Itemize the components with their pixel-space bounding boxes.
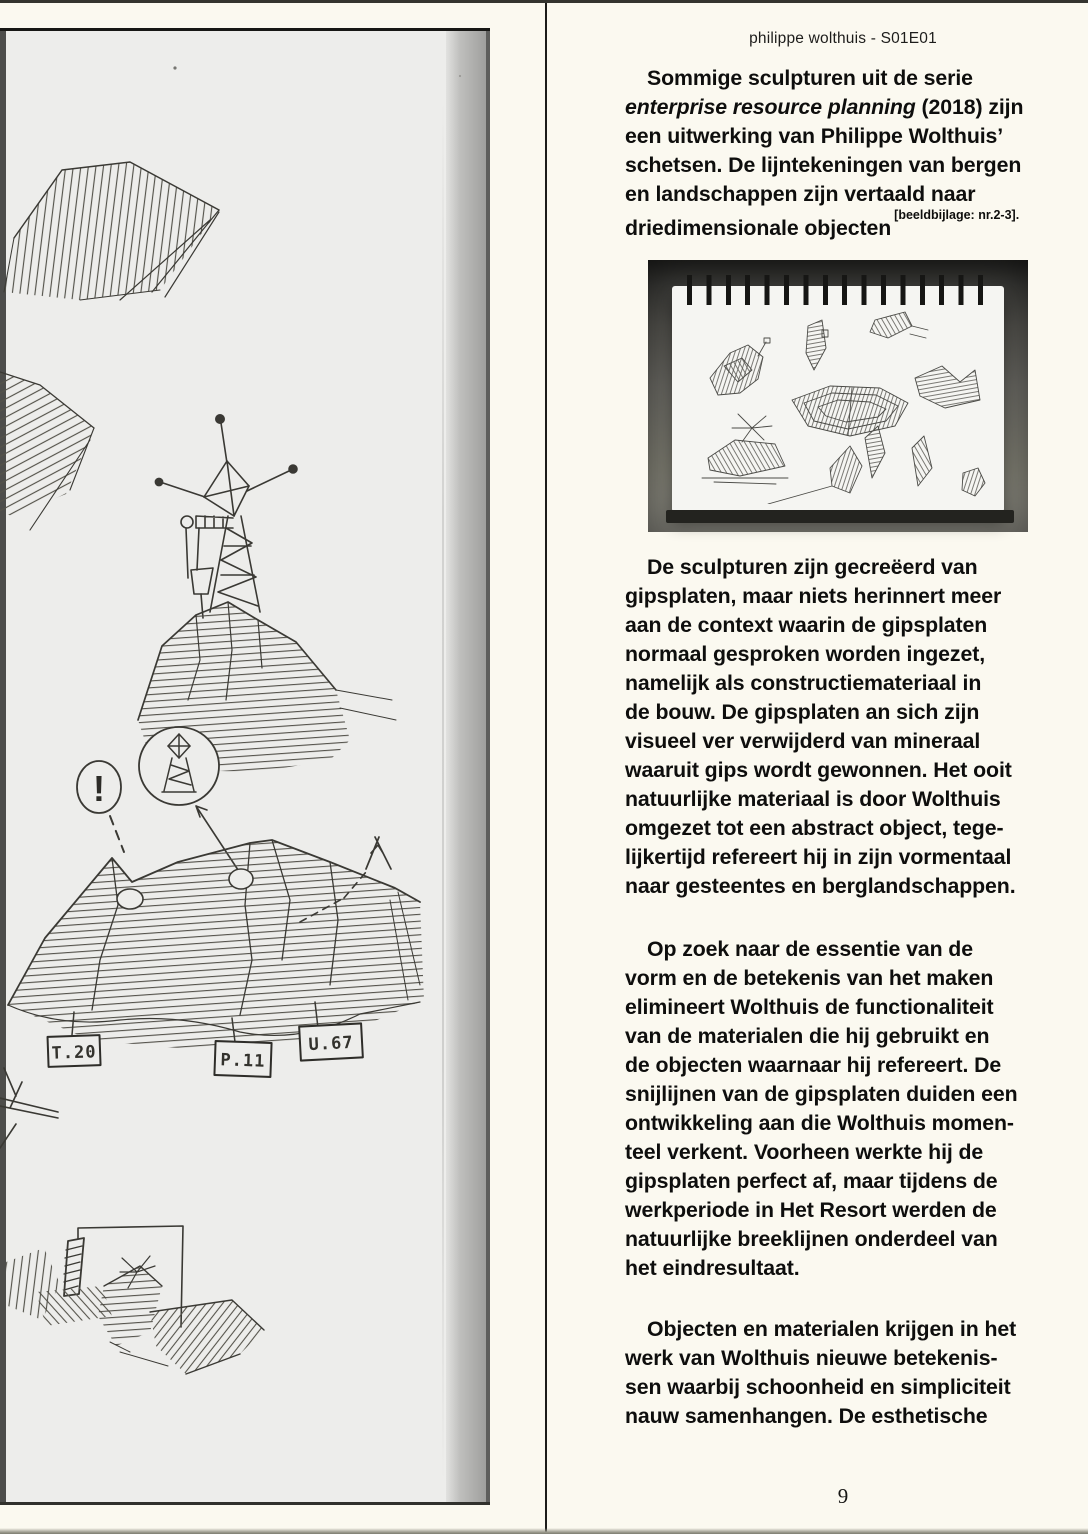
paragraph-1-line: schetsen. De lijntekeningen van bergen — [625, 153, 1022, 177]
paragraph-1-line: een uitwerking van Philippe Wolthuis’ — [625, 124, 1004, 148]
series-title-italic: enterprise resource planning — [625, 95, 916, 119]
exclamation-circle-sketch — [77, 761, 124, 852]
sketchbook-drawings — [680, 308, 996, 504]
mini-plateau-starburst — [702, 414, 788, 484]
image-appendix-reference: [beeldbijlage: nr.2-3]. — [894, 208, 1020, 222]
mini-center-lens — [792, 386, 908, 436]
mini-steep-shard — [806, 320, 828, 370]
running-header: philippe wolthuis - S01E01 — [749, 30, 937, 47]
labeled-mountain-sketch — [8, 840, 424, 1050]
paragraph-2: De sculpturen zijn gecreëerd van gipsplaten, maar niets herinnert meer aan de context waarin de gipsplaten normaal gesproken worden ingezet, namelijk als constructiemateriaal in de bouw. De gipsplaten an sich zijn visueel ver verwijderd van mineraal waaruit gips wordt gewonnen. Het ooit natuurlijke materiaal is door Wolthuis omgezet tot een abstract object, tege- lijkertijd refereert hij in zijn vormentaal naar gesteentes en berglandschappen. — [625, 555, 1016, 898]
fan-mountain-sketch — [4, 162, 219, 300]
paragraph-1 — [625, 64, 1065, 243]
teepee-sketch — [366, 837, 391, 869]
page-number: 9 — [837, 1484, 849, 1508]
spiral-binding — [680, 275, 996, 305]
paper-speck — [459, 75, 461, 77]
mini-wavy-ridge — [915, 366, 980, 408]
paragraph-4: Objecten en materialen krijgen in het werk van Wolthuis nieuwe betekenis- sen waarbij schoonheid en simpliciteit nauw samenhangen. De esthetische — [625, 1317, 1017, 1428]
mini-top-right-shard — [870, 312, 928, 338]
paragraph-3: Op zoek naar de essentie van de vorm en de betekenis van het maken elimineert Wolthuis de functionaliteit van de materialen die hij gebruikt en de objecten waarnaar hij refereert. De snijlijnen van de gipsplaten duiden een ontwikkeling aan die Wolthuis momen- teel verkent. Voorheen werkte hij de gipsplaten perfect af, maar tijdens de werkperiode in Het Resort werden de natuurlijke breeklijnen onderdeel van het eindresultaat. — [625, 937, 1018, 1280]
exclamation-mark: ! — [93, 768, 105, 809]
sketchbook — [672, 286, 1004, 512]
spread-bottom-edge — [0, 1528, 1088, 1534]
paragraph-1-line: en landschappen zijn vertaald naar — [625, 182, 976, 206]
radio-tower-sketch — [155, 415, 297, 618]
asterisk-sketch — [0, 1068, 58, 1148]
paragraph-1-line: Sommige sculpturen uit de serie — [647, 66, 973, 90]
label-p11: P.11 — [220, 1050, 266, 1072]
mini-faceted-shards — [768, 426, 885, 504]
spread-top-edge — [0, 0, 1088, 3]
paragraph-1-line: driedimensionale objecten — [625, 216, 892, 241]
label-t20: T.20 — [51, 1042, 97, 1064]
mini-rock-cluster — [710, 338, 770, 395]
paragraph-1-line: (2018) zijn — [915, 95, 1024, 119]
left-edge-fan-sketch — [0, 372, 94, 530]
page-gutter-divider — [545, 0, 547, 1534]
bottom-rocks-sketch — [6, 1226, 264, 1374]
figure-photo-sketchbook — [648, 260, 1028, 532]
right-page — [547, 0, 1088, 1534]
label-u67: U.67 — [308, 1032, 355, 1056]
paper-speck — [173, 66, 176, 69]
mini-arrow-shard — [912, 436, 985, 496]
